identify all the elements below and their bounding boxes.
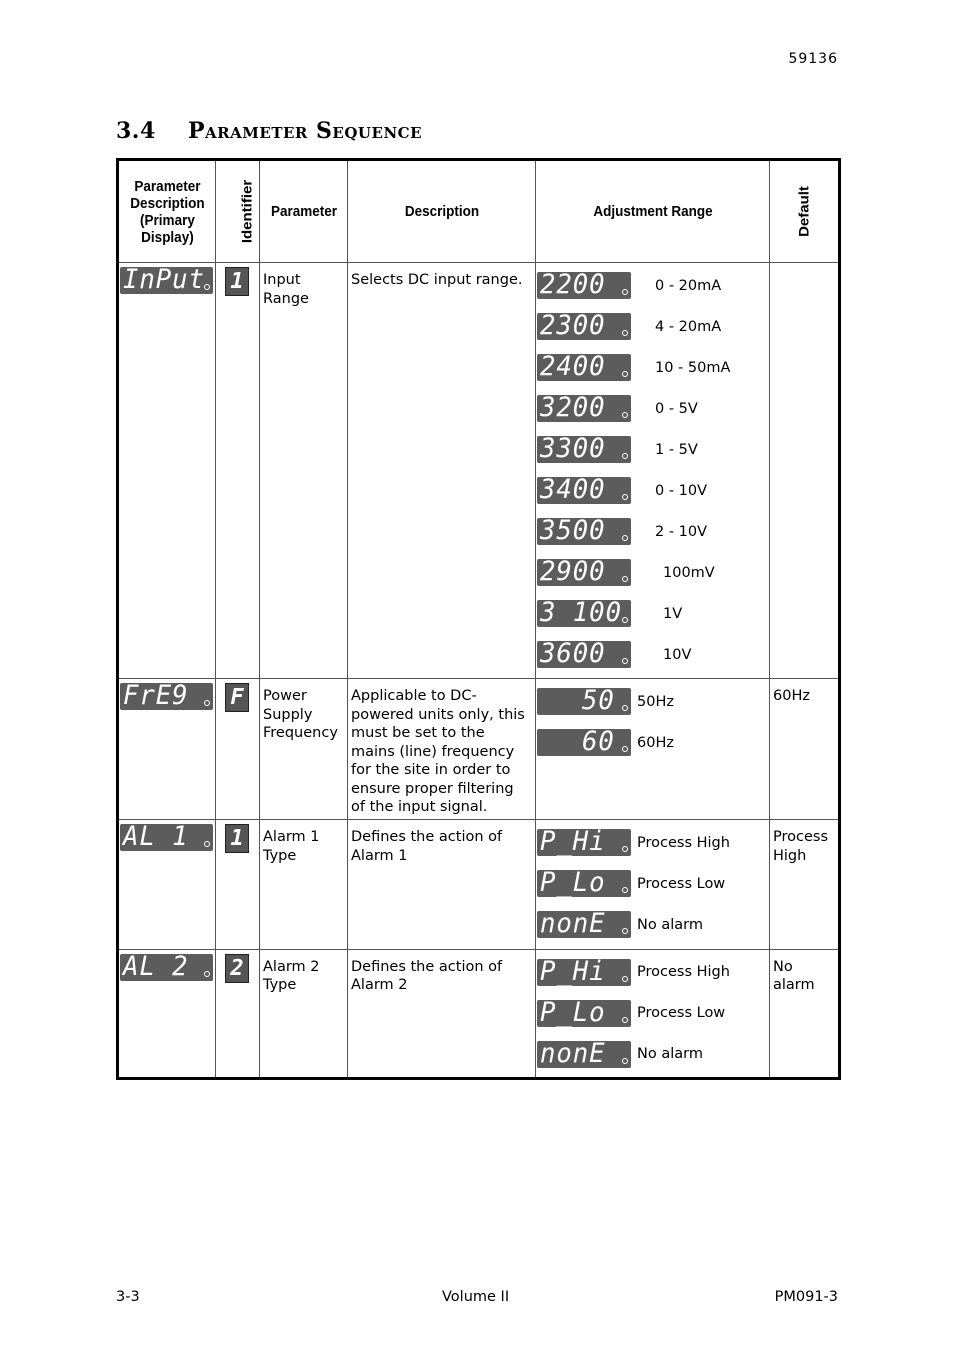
range-option — [536, 511, 769, 552]
header-identifier-label: Identifier — [239, 179, 255, 244]
decimal-dot-icon — [622, 887, 628, 893]
range-cell — [536, 679, 770, 820]
range-display — [537, 1041, 631, 1068]
header-range: Adjustment Range — [547, 160, 758, 263]
range-display — [537, 559, 631, 586]
range-display — [537, 1000, 631, 1027]
identifier-cell — [216, 820, 260, 949]
range-display-code: P_Lo — [540, 999, 606, 1027]
range-option — [536, 306, 769, 347]
primary-display — [120, 824, 213, 851]
table-row — [118, 679, 840, 820]
range-display — [537, 354, 631, 381]
range-label: 1V — [663, 605, 683, 622]
range-display — [537, 959, 631, 986]
range-option — [536, 593, 769, 634]
header-default — [773, 160, 836, 263]
decimal-dot-icon — [622, 705, 628, 711]
identifier-cell — [216, 949, 260, 1078]
range-display — [537, 729, 631, 756]
range-display — [537, 518, 631, 545]
range-display-code: 2300 — [540, 313, 606, 340]
decimal-dot-icon — [622, 746, 628, 752]
default-cell — [770, 263, 840, 679]
range-label: No alarm — [637, 1046, 703, 1063]
primary-display — [120, 267, 213, 294]
parameter-name: Alarm 1 Type — [263, 829, 320, 864]
parameter-name: Input Range — [263, 272, 309, 307]
range-display-code: 3200 — [540, 395, 606, 422]
decimal-dot-icon — [622, 576, 628, 582]
range-display-code: 3 100 — [540, 600, 622, 627]
range-list — [536, 820, 769, 945]
range-list — [536, 950, 769, 1075]
header-description: Description — [357, 160, 526, 263]
table-body — [118, 263, 840, 1079]
parameter-name: Alarm 2 Type — [263, 958, 320, 994]
default-value: Process High — [773, 829, 829, 864]
header-parameter: Parameter — [264, 160, 343, 263]
range-display-code: nonE — [540, 1040, 606, 1068]
range-display-code: 60 — [582, 729, 616, 757]
primary-display — [120, 954, 213, 981]
decimal-dot-icon — [622, 412, 628, 418]
range-label: 60Hz — [637, 734, 674, 751]
parameter-description: Selects DC input range. — [351, 272, 523, 288]
range-cell — [536, 820, 770, 949]
parameter-description: Applicable to DC-powered units only, this must be set to the mains (line) frequency for the site in order to ensure proper filtering of the input signal. — [351, 688, 525, 816]
range-display-code: 3600 — [540, 641, 606, 668]
range-label: 1 - 5V — [655, 441, 698, 458]
range-display-code: P_Lo — [540, 870, 606, 898]
range-label: 10V — [663, 646, 692, 663]
range-display-code: P_Hi — [540, 958, 606, 986]
range-option — [536, 681, 769, 722]
decimal-dot-icon — [622, 658, 628, 664]
range-option — [536, 904, 769, 945]
footer-volume: Volume II — [442, 1289, 510, 1305]
decimal-dot-icon — [622, 289, 628, 295]
range-label: Process Low — [637, 1005, 726, 1022]
default-value — [770, 263, 838, 271]
primary-display-code: FrE9 — [123, 683, 189, 711]
range-label: 0 - 5V — [655, 400, 698, 417]
range-display-code: 3500 — [540, 518, 606, 545]
description-cell — [348, 679, 536, 820]
primary-display-cell — [118, 679, 216, 820]
identifier-display: 1 — [225, 267, 249, 296]
range-display-code: P_Hi — [540, 829, 606, 857]
decimal-dot-icon — [622, 928, 628, 934]
primary-display-code: AL 1 — [123, 824, 189, 852]
range-label: 0 - 20mA — [655, 277, 722, 294]
decimal-dot-icon — [622, 976, 628, 982]
table-row — [118, 949, 840, 1078]
identifier-cell — [216, 263, 260, 679]
parameter-description: Defines the action of Alarm 2 — [351, 958, 503, 994]
footer-page: 3-3 — [116, 1289, 140, 1305]
decimal-dot-icon — [204, 841, 210, 847]
range-display — [537, 272, 631, 299]
header-identifier — [218, 160, 258, 263]
range-display — [537, 688, 631, 715]
range-label: 0 - 10V — [655, 482, 708, 499]
default-cell — [770, 679, 840, 820]
identifier-cell — [216, 679, 260, 820]
primary-display-code: InPut — [123, 267, 205, 294]
range-option — [536, 993, 769, 1034]
range-label: Process Low — [637, 875, 726, 892]
section-title — [116, 118, 422, 144]
range-label: Process High — [637, 964, 730, 981]
range-display — [537, 870, 631, 897]
range-label: Process High — [637, 834, 730, 851]
range-option — [536, 822, 769, 863]
range-display — [537, 436, 631, 463]
range-label: 100mV — [663, 564, 715, 581]
section-heading: Parameter Sequence — [188, 118, 423, 144]
footer-doc-code: PM091-3 — [774, 1289, 838, 1305]
range-option — [536, 1034, 769, 1075]
decimal-dot-icon — [622, 453, 628, 459]
range-display — [537, 477, 631, 504]
range-display — [537, 600, 631, 627]
identifier-display: 2 — [225, 954, 249, 983]
table-row — [118, 263, 840, 679]
range-option — [536, 388, 769, 429]
parameter-description: Defines the action of Alarm 1 — [351, 829, 503, 864]
range-cell — [536, 263, 770, 679]
header-default-label: Default — [796, 186, 812, 237]
range-display — [537, 829, 631, 856]
parameter-table — [116, 158, 841, 1080]
range-display-code: 3300 — [540, 436, 606, 463]
range-option — [536, 952, 769, 993]
range-label: No alarm — [637, 916, 703, 933]
range-display-code: 2200 — [540, 272, 606, 299]
identifier-display: F — [225, 683, 249, 712]
range-display-code: 2900 — [540, 559, 606, 586]
decimal-dot-icon — [204, 284, 210, 290]
document-number: 59136 — [788, 51, 838, 67]
primary-display — [120, 683, 213, 710]
description-cell — [348, 263, 536, 679]
range-display-code: 50 — [582, 688, 616, 716]
range-display — [537, 395, 631, 422]
parameter-cell — [260, 820, 348, 949]
range-option — [536, 722, 769, 763]
range-display-code: 3400 — [540, 477, 606, 504]
parameter-cell — [260, 949, 348, 1078]
range-display-code: 2400 — [540, 354, 606, 381]
range-cell — [536, 949, 770, 1078]
range-option — [536, 429, 769, 470]
table-header-row — [118, 160, 840, 263]
decimal-dot-icon — [622, 846, 628, 852]
decimal-dot-icon — [622, 494, 628, 500]
identifier-display: 1 — [225, 824, 249, 853]
decimal-dot-icon — [622, 1058, 628, 1064]
decimal-dot-icon — [622, 371, 628, 377]
parameter-cell — [260, 263, 348, 679]
range-option — [536, 552, 769, 593]
parameter-name: Power Supply Frequency — [263, 688, 338, 742]
description-cell — [348, 820, 536, 949]
primary-display-cell — [118, 820, 216, 949]
range-option — [536, 347, 769, 388]
range-display — [537, 313, 631, 340]
description-cell — [348, 949, 536, 1078]
range-label: 10 - 50mA — [655, 359, 731, 376]
range-list — [536, 263, 769, 675]
primary-display-cell — [118, 263, 216, 679]
default-value: 60Hz — [773, 688, 810, 705]
primary-display-cell — [118, 949, 216, 1078]
range-label: 2 - 10V — [655, 523, 708, 540]
header-primary: Parameter Description (Primary Display) — [122, 160, 210, 263]
default-value: No alarm — [773, 958, 815, 994]
table-row — [118, 820, 840, 949]
primary-display-code: AL 2 — [123, 953, 189, 981]
range-option — [536, 634, 769, 675]
decimal-dot-icon — [622, 617, 628, 623]
range-display — [537, 641, 631, 668]
range-option — [536, 470, 769, 511]
section-number: 3.4 — [116, 118, 156, 144]
decimal-dot-icon — [622, 330, 628, 336]
range-option — [536, 863, 769, 904]
decimal-dot-icon — [622, 535, 628, 541]
range-list — [536, 679, 769, 763]
range-label: 50Hz — [637, 693, 674, 710]
decimal-dot-icon — [622, 1017, 628, 1023]
decimal-dot-icon — [204, 700, 210, 706]
parameter-cell — [260, 679, 348, 820]
range-display-code: nonE — [540, 911, 606, 939]
range-label: 4 - 20mA — [655, 318, 722, 335]
range-option — [536, 265, 769, 306]
default-cell — [770, 949, 840, 1078]
decimal-dot-icon — [204, 971, 210, 977]
range-display — [537, 911, 631, 938]
default-cell — [770, 820, 840, 949]
